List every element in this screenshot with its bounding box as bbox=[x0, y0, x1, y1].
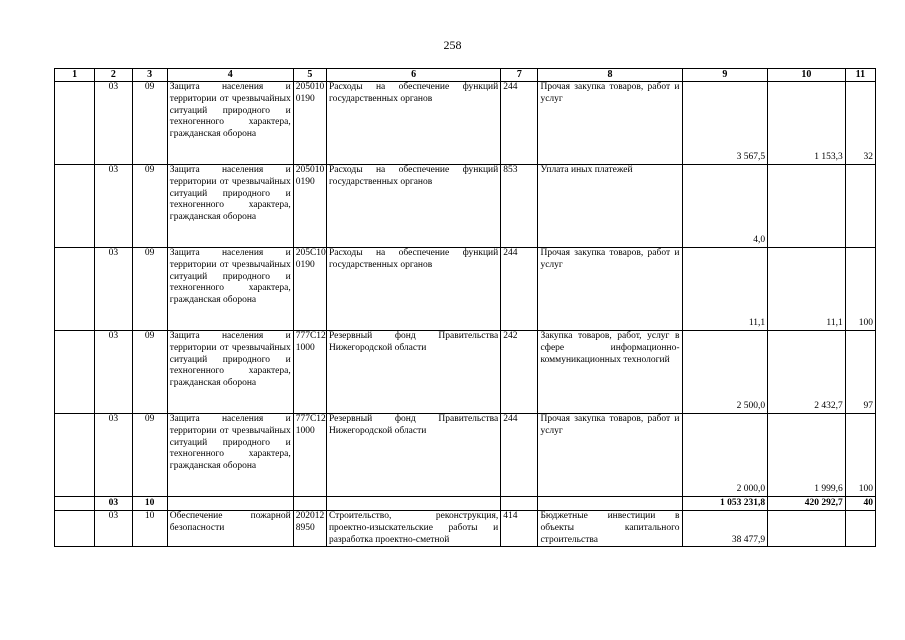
section-name-cell bbox=[167, 497, 293, 511]
header-cell: 1 bbox=[55, 69, 95, 82]
percent-cell bbox=[845, 511, 875, 547]
percent-cell bbox=[845, 165, 875, 248]
planned-amount-cell: 1 053 231,8 bbox=[682, 497, 768, 511]
target-article-cell: 777С12 1000 bbox=[293, 414, 326, 497]
expense-type-name-cell: Прочая закупка товаров, работ и услуг bbox=[538, 414, 682, 497]
actual-amount-cell bbox=[768, 165, 846, 248]
target-article-cell: 777С12 1000 bbox=[293, 331, 326, 414]
header-cell: 7 bbox=[501, 69, 538, 82]
header-cell: 6 bbox=[326, 69, 500, 82]
expense-type-cell: 244 bbox=[501, 414, 538, 497]
row-number-cell bbox=[55, 248, 95, 331]
actual-amount-cell: 1 153,3 bbox=[768, 82, 846, 165]
percent-cell: 40 bbox=[845, 497, 875, 511]
expense-type-cell: 853 bbox=[501, 165, 538, 248]
section-code-cell: 03 bbox=[95, 248, 132, 331]
target-article-name-cell: Резервный фонд Правительства Нижегородской области bbox=[326, 331, 500, 414]
section-name-cell: Защита населения и территории от чрезвычайных ситуаций природного и техногенного характера, гражданская оборона bbox=[167, 248, 293, 331]
section-code-cell: 03 bbox=[95, 165, 132, 248]
planned-amount-cell: 4,0 bbox=[682, 165, 768, 248]
section-name-cell: Защита населения и территории от чрезвычайных ситуаций природного и техногенного характера, гражданская оборона bbox=[167, 331, 293, 414]
table-row bbox=[55, 511, 876, 547]
row-number-cell bbox=[55, 497, 95, 511]
planned-amount-cell: 2 000,0 bbox=[682, 414, 768, 497]
actual-amount-cell bbox=[768, 511, 846, 547]
expense-type-cell: 244 bbox=[501, 248, 538, 331]
header-cell: 10 bbox=[768, 69, 846, 82]
expense-type-cell bbox=[501, 497, 538, 511]
target-article-cell: 202012 8950 bbox=[293, 511, 326, 547]
target-article-name-cell: Строительство, реконструкция, проектно-изыскательские работы и разработка проектно-сметной bbox=[326, 511, 500, 547]
section-total-row bbox=[55, 497, 876, 511]
subsection-code-cell: 09 bbox=[132, 331, 167, 414]
expense-type-cell: 414 bbox=[501, 511, 538, 547]
expense-type-name-cell: Закупка товаров, работ, услуг в сфере информационно-коммуникационных технологий bbox=[538, 331, 682, 414]
planned-amount-cell: 3 567,5 bbox=[682, 82, 768, 165]
expense-type-name-cell bbox=[538, 497, 682, 511]
row-number-cell bbox=[55, 511, 95, 547]
section-code-cell: 03 bbox=[95, 331, 132, 414]
actual-amount-cell: 420 292,7 bbox=[768, 497, 846, 511]
header-cell: 11 bbox=[845, 69, 875, 82]
table-row bbox=[55, 248, 876, 331]
header-cell: 8 bbox=[538, 69, 682, 82]
page-number: 258 bbox=[443, 38, 462, 52]
target-article-cell: 205010 0190 bbox=[293, 165, 326, 248]
section-name-cell: Защита населения и территории от чрезвычайных ситуаций природного и техногенного характера, гражданская оборона bbox=[167, 414, 293, 497]
target-article-cell: 205С10 0190 bbox=[293, 248, 326, 331]
row-number-cell bbox=[55, 165, 95, 248]
header-row bbox=[55, 69, 876, 82]
target-article-cell: 205010 0190 bbox=[293, 82, 326, 165]
row-number-cell bbox=[55, 82, 95, 165]
actual-amount-cell: 11,1 bbox=[768, 248, 846, 331]
subsection-code-cell: 09 bbox=[132, 248, 167, 331]
table-row bbox=[55, 331, 876, 414]
section-code-cell: 03 bbox=[95, 511, 132, 547]
header-cell: 2 bbox=[95, 69, 132, 82]
expense-type-cell: 242 bbox=[501, 331, 538, 414]
subsection-code-cell: 10 bbox=[132, 511, 167, 547]
actual-amount-cell: 2 432,7 bbox=[768, 331, 846, 414]
planned-amount-cell: 2 500,0 bbox=[682, 331, 768, 414]
expense-type-name-cell: Бюджетные инвестиции в объекты капитального строительства bbox=[538, 511, 682, 547]
subsection-code-cell: 10 bbox=[132, 497, 167, 511]
header-cell: 3 bbox=[132, 69, 167, 82]
budget-table bbox=[54, 68, 876, 547]
section-code-cell: 03 bbox=[95, 82, 132, 165]
header-cell: 9 bbox=[682, 69, 768, 82]
row-number-cell bbox=[55, 331, 95, 414]
header-cell: 5 bbox=[293, 69, 326, 82]
target-article-name-cell: Расходы на обеспечение функций государственных органов bbox=[326, 82, 500, 165]
target-article-name-cell bbox=[326, 497, 500, 511]
actual-amount-cell: 1 999,6 bbox=[768, 414, 846, 497]
expense-type-cell: 244 bbox=[501, 82, 538, 165]
planned-amount-cell: 38 477,9 bbox=[682, 511, 768, 547]
target-article-name-cell: Расходы на обеспечение функций государственных органов bbox=[326, 248, 500, 331]
expense-type-name-cell: Прочая закупка товаров, работ и услуг bbox=[538, 248, 682, 331]
header-cell: 4 bbox=[167, 69, 293, 82]
section-name-cell: Защита населения и территории от чрезвычайных ситуаций природного и техногенного характера, гражданская оборона bbox=[167, 82, 293, 165]
section-name-cell: Защита населения и территории от чрезвычайных ситуаций природного и техногенного характера, гражданская оборона bbox=[167, 165, 293, 248]
percent-cell: 100 bbox=[845, 414, 875, 497]
percent-cell: 100 bbox=[845, 248, 875, 331]
table-row bbox=[55, 165, 876, 248]
percent-cell: 97 bbox=[845, 331, 875, 414]
expense-type-name-cell: Уплата иных платежей bbox=[538, 165, 682, 248]
target-article-cell bbox=[293, 497, 326, 511]
section-code-cell: 03 bbox=[95, 497, 132, 511]
subsection-code-cell: 09 bbox=[132, 82, 167, 165]
section-code-cell: 03 bbox=[95, 414, 132, 497]
subsection-code-cell: 09 bbox=[132, 414, 167, 497]
planned-amount-cell: 11,1 bbox=[682, 248, 768, 331]
row-number-cell bbox=[55, 414, 95, 497]
target-article-name-cell: Расходы на обеспечение функций государственных органов bbox=[326, 165, 500, 248]
expense-type-name-cell: Прочая закупка товаров, работ и услуг bbox=[538, 82, 682, 165]
section-name-cell: Обеспечение пожарной безопасности bbox=[167, 511, 293, 547]
table-row bbox=[55, 82, 876, 165]
percent-cell: 32 bbox=[845, 82, 875, 165]
subsection-code-cell: 09 bbox=[132, 165, 167, 248]
target-article-name-cell: Резервный фонд Правительства Нижегородской области bbox=[326, 414, 500, 497]
table-row bbox=[55, 414, 876, 497]
